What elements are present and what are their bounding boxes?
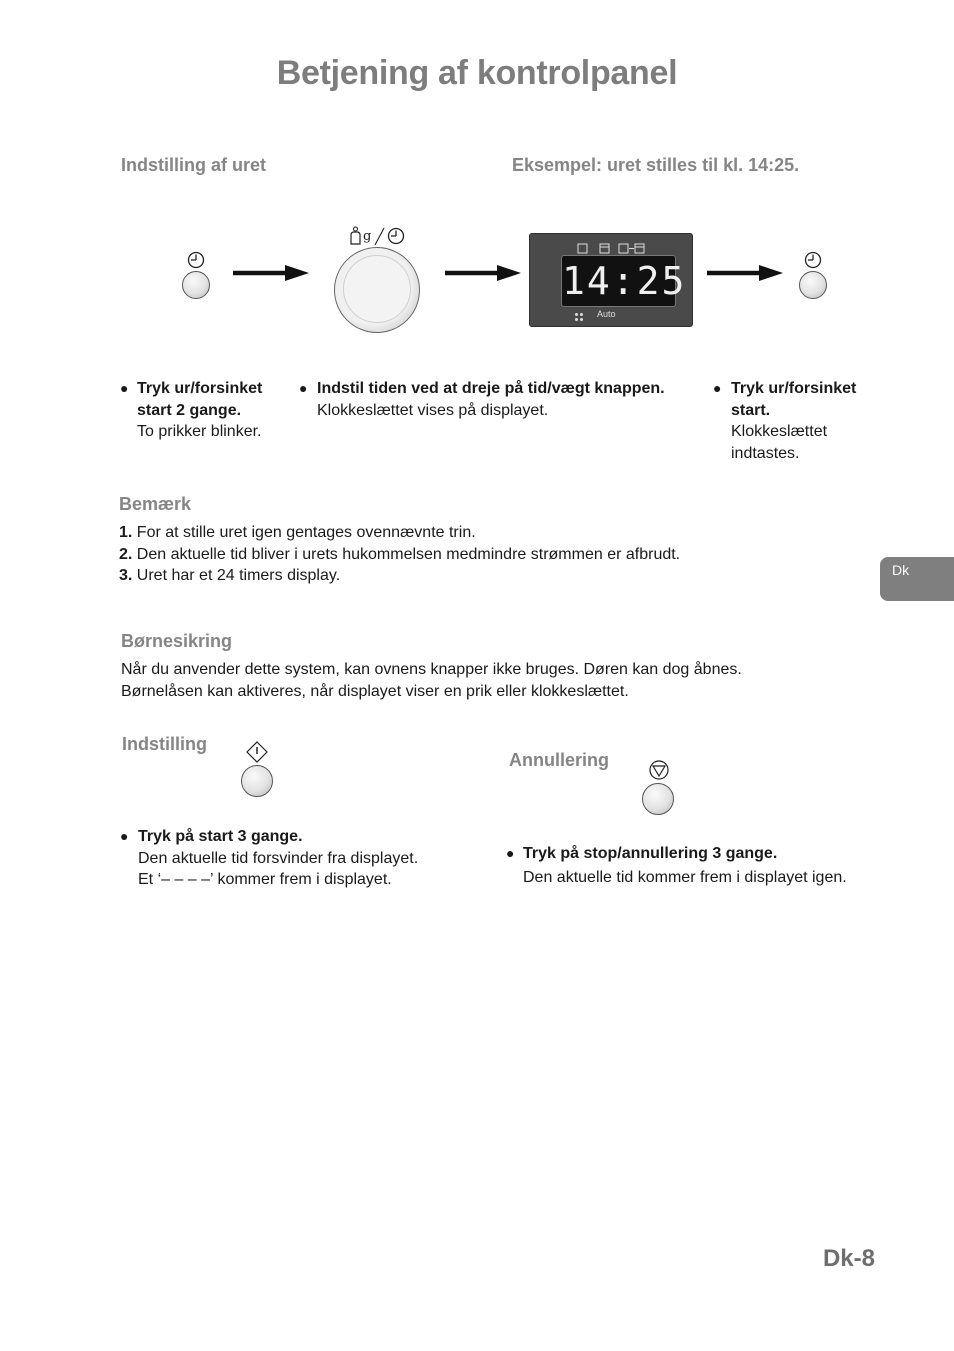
arrow-right-icon [233,264,309,282]
bullet-icon: ● [713,380,722,396]
arrow-right-icon [707,264,783,282]
note-item: 1. For at stille uret igen gentages ovennævnte trin. [119,524,476,541]
note-item: 2. Den aktuelle tid bliver i urets hukommelsen medmindre strømmen er afbrudt. [119,545,681,563]
stop-cancel-button[interactable] [642,783,674,815]
start-icon [246,741,268,763]
weight-time-icon [346,225,408,247]
dial-weight-label: g [363,229,372,244]
step-3 [713,378,878,464]
note-item: 3. Uret har et 24 timers display. [119,567,341,584]
page-title: Betjening af kontrolpanel [276,54,678,92]
clock-section-heading: Indstilling af uret [121,155,267,175]
note-list [119,522,819,587]
lock-setting-step: ● Tryk på start 3 gange. Den aktuelle tid forsvinder fra displayet. Et ‘– – – –’ kommer frem i displayet. [120,826,480,891]
lock-setting-heading: Indstilling [122,734,207,754]
step-1-instruction: Tryk ur/forsinket start 2 gange. [137,380,263,419]
lock-cancel-instruction: Tryk på stop/annullering 3 gange. [523,845,778,862]
clock-icon [186,250,206,270]
mode-icons [577,242,647,254]
step-1 [120,378,290,443]
dial-knob-face [343,255,411,323]
step-2-instruction: Indstil tiden ved at dreje på tid/vægt knappen. [317,380,665,397]
oven-display-panel [529,233,693,327]
clock-timer-button[interactable] [182,271,210,299]
time-readout: 14:25 [561,255,676,307]
step-3-instruction: Tryk ur/forsinket start. [731,380,857,419]
note-heading: Bemærk [119,494,192,514]
auto-cook-icon [574,309,584,319]
step-3-result: Klokkeslættet indtastes. [731,423,828,462]
arrow-right-icon [445,264,521,282]
start-button[interactable] [241,765,273,797]
step-2-result: Klokkeslættet vises på displayet. [317,401,549,419]
child-lock-heading: Børnesikring [121,631,233,651]
time-weight-dial[interactable] [334,247,420,333]
step-2 [299,378,709,421]
bullet-icon: ● [299,380,308,396]
lock-cancel-step: ● Tryk på stop/annullering 3 gange. Den aktuelle tid kommer frem i displayet igen. [506,843,906,888]
stop-icon [648,759,670,781]
clock-example-text: Eksempel: uret stilles til kl. 14:25. [512,155,800,175]
child-lock-description: Når du anvender dette system, kan ovnens knapper ikke bruges. Døren kan dog åbnes. Børnelåsen kan aktiveres, når displayet viser en prik eller klokkeslættet. [121,661,742,700]
clock-icon [803,250,823,270]
step-1-result: To prikker blinker. [137,423,262,440]
bullet-icon: ● [506,845,515,861]
lock-setting-instruction: Tryk på start 3 gange. [138,828,303,845]
bullet-icon: ● [120,828,129,844]
lock-cancel-heading: Annullering [509,750,609,770]
language-tab: Dk [880,557,954,601]
clock-timer-button[interactable] [799,271,827,299]
page-number: Dk-8 [822,1245,875,1272]
bullet-icon: ● [120,380,129,396]
auto-mode-label: Auto [597,309,616,319]
